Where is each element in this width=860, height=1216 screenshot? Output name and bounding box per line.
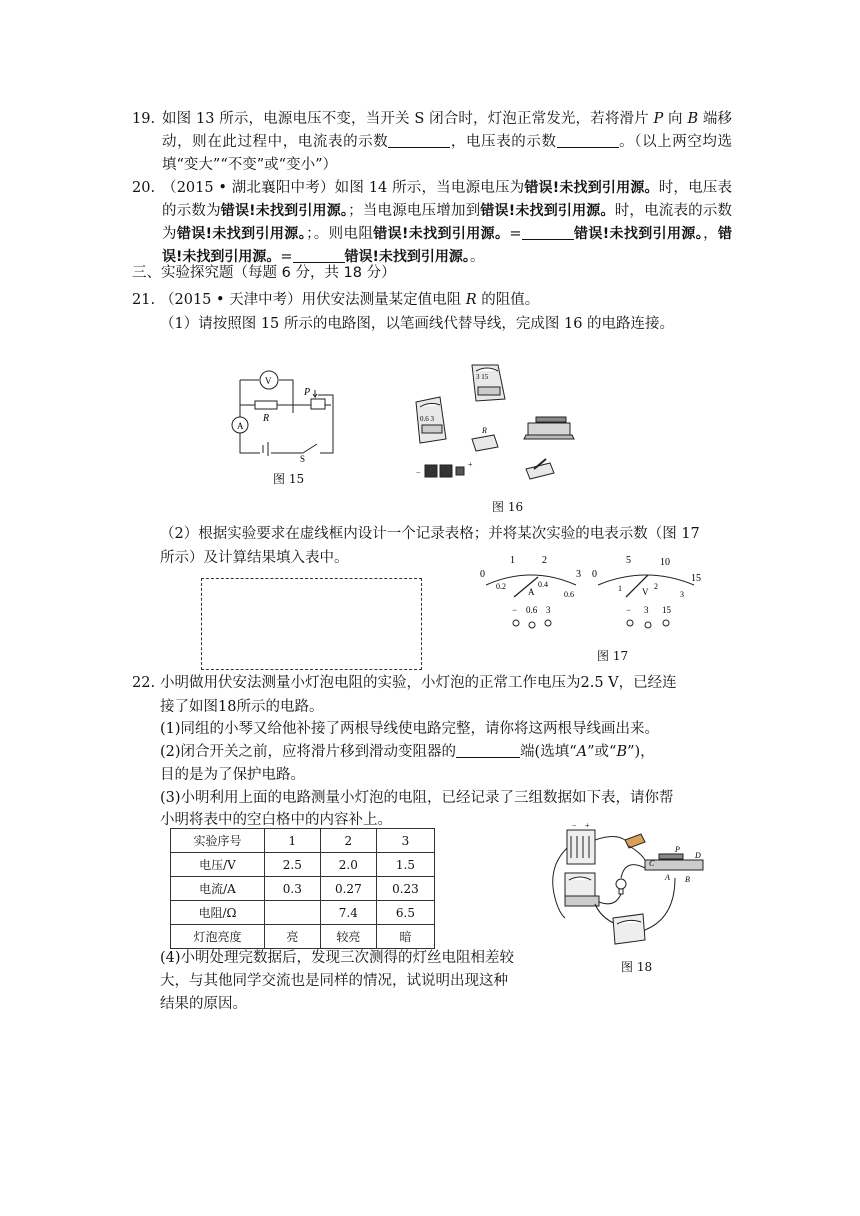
figure-16-components	[410, 357, 585, 490]
question-22-part4-line2: 大，与其他同学交流也是同样的情况，试说明出现这种	[160, 973, 508, 989]
question-22-line1: 小明做用伏安法测量小灯泡电阻的实验，小灯泡的正常工作电压为2.5 V，已经连	[160, 675, 677, 691]
battery-minus: −	[416, 468, 421, 477]
table-cell: 电阻/Ω	[171, 901, 265, 925]
ammeter-label: A	[237, 421, 244, 431]
voltmeter-terminal-3: 3	[644, 605, 649, 615]
table-header-cell: 3	[376, 829, 434, 853]
voltmeter-symbol: V	[642, 587, 649, 597]
ammeter-scale-06: 0.6	[564, 590, 574, 599]
question-text: （2015 • 湖北襄阳中考）如图 14 所示，当电源电压为错误!未找到引用源。时，电压表的示数为错误!未找到引用源。；当电源电压增加到错误!未找到引用源。时，电流表的示数为错误!未找到引用源。；。则电阻错误!未找到引用源。= 错误!未找到引用源。，错误!未找到引用源。= 错误!未找到引用源。。	[162, 180, 733, 265]
figure-17-meters	[476, 555, 716, 635]
question-text: 如图 13 所示，电源电压不变，当开关 S 闭合时，灯泡正常发光，若将滑片 P 向 B 端移动，则在此过程中，电流表的示数 ，电压表的示数 。（以上两空均选填“变大”“不变”或“变小”）	[162, 111, 733, 173]
answer-blank[interactable]	[388, 133, 450, 148]
answer-blank[interactable]	[293, 248, 345, 263]
question-21-intro: （2015 • 天津中考）用伏安法测量某定值电阻 R 的阻值。	[160, 292, 540, 308]
answer-blank[interactable]	[456, 743, 520, 758]
table-row	[171, 925, 435, 949]
battery-minus: −	[572, 821, 577, 830]
ammeter-scale-02: 0.2	[496, 582, 506, 591]
table-header-cell: 实验序号	[171, 829, 265, 853]
table-cell[interactable]	[264, 901, 320, 925]
table-cell: 1.5	[376, 853, 434, 877]
voltmeter-terminal-15: 15	[662, 605, 671, 615]
voltmeter-scale-0: 0	[592, 569, 597, 580]
voltmeter-scale-15: 15	[691, 573, 701, 584]
question-22-part2-line2: 目的是为了保护电路。	[160, 767, 305, 783]
figure-17-caption: 图 17	[597, 649, 629, 663]
table-row	[171, 877, 435, 901]
question-19	[132, 108, 732, 177]
figure-15-circuit	[225, 368, 345, 463]
data-table	[170, 828, 435, 949]
switch-label: S	[300, 454, 306, 463]
ammeter-terminal-06: 0.6	[526, 605, 538, 615]
question-21-part2-line1: （2）根据实验要求在虚线框内设计一个记录表格；并将某次实验的电表示数（图 17	[160, 526, 700, 542]
table-header-cell: 1	[264, 829, 320, 853]
table-cell: 2.0	[320, 853, 376, 877]
table-row	[171, 853, 435, 877]
figure-16-caption: 图 16	[492, 500, 524, 514]
question-21-part2-line2: 所示）及计算结果填入表中。	[160, 550, 349, 566]
ammeter-scale-3: 3	[576, 569, 581, 580]
question-number: 19.	[132, 111, 156, 127]
resistor-label: R	[263, 413, 270, 424]
slider-label: P	[304, 387, 311, 398]
resistor-label: R	[482, 426, 487, 435]
question-22-part3-line2: 小明将表中的空白格中的内容补上。	[160, 812, 392, 828]
rheostat-terminal-d: D	[695, 851, 701, 860]
figure-15-caption: 图 15	[273, 472, 305, 486]
question-22-part4-line3: 结果的原因。	[160, 996, 247, 1012]
table-header-cell: 2	[320, 829, 376, 853]
question-number: 20.	[132, 180, 156, 196]
figure-18-caption: 图 18	[621, 960, 653, 974]
rheostat-slider: P	[675, 845, 680, 854]
ammeter-symbol: A	[528, 587, 535, 597]
question-21-part1: （1）请按照图 15 所示的电路图，以笔画线代替导线，完成图 16 的电路连接。	[160, 316, 675, 332]
table-cell: 0.27	[320, 877, 376, 901]
table-cell: 电压/V	[171, 853, 265, 877]
section-heading: 三、实验探究题（每题 6 分，共 18 分）	[132, 265, 396, 281]
voltmeter-scale-10: 10	[660, 557, 670, 568]
voltmeter-scale-5: 5	[626, 555, 631, 566]
question-22-part4-line1: (4)小明处理完数据后，发现三次测得的灯丝电阻相差较	[160, 950, 515, 966]
ammeter-terminal-minus: −	[512, 605, 518, 615]
voltmeter-terminals: 3 15	[476, 373, 489, 381]
question-22-number: 22.	[132, 675, 156, 691]
question-20	[132, 177, 732, 269]
ammeter-terminal-3: 3	[546, 605, 551, 615]
answer-blank[interactable]	[522, 225, 574, 240]
battery-plus: +	[468, 460, 473, 469]
question-22-part1: (1)同组的小琴又给他补接了两根导线使电路完整，请你将这两根导线画出来。	[160, 721, 660, 737]
figure-18-circuit	[545, 818, 720, 948]
ammeter-scale-04: 0.4	[538, 580, 548, 589]
table-cell: 0.3	[264, 877, 320, 901]
table-cell: 较亮	[320, 925, 376, 949]
table-cell: 电流/A	[171, 877, 265, 901]
table-cell: 6.5	[376, 901, 434, 925]
question-22-part2: (2)闭合开关之前，应将滑片移到滑动变阻器的 端(选填“A”或“B”)，	[160, 744, 655, 760]
rheostat-terminal-a: A	[665, 873, 670, 882]
rheostat-terminal-b: B	[685, 875, 690, 884]
table-cell: 2.5	[264, 853, 320, 877]
rheostat-terminal-c: C	[649, 859, 655, 868]
table-cell: 暗	[376, 925, 434, 949]
ammeter-scale-2: 2	[542, 555, 547, 566]
battery-plus: +	[585, 821, 590, 830]
table-cell: 灯泡亮度	[171, 925, 265, 949]
voltmeter-scale-1: 1	[618, 584, 622, 593]
ammeter-terminals: 0.6 3	[420, 415, 434, 423]
voltmeter-scale-2: 2	[654, 582, 658, 591]
table-cell: 亮	[264, 925, 320, 949]
voltmeter-scale-3: 3	[680, 590, 684, 599]
question-22-part3-line1: (3)小明利用上面的电路测量小灯泡的电阻，已经记录了三组数据如下表，请你帮	[160, 790, 674, 806]
table-cell: 7.4	[320, 901, 376, 925]
ammeter-scale-0: 0	[480, 569, 485, 580]
question-22-line2: 接了如图18所示的电路。	[160, 699, 324, 715]
question-21-number: 21.	[132, 292, 156, 308]
voltmeter-terminal-minus: −	[626, 605, 632, 615]
ammeter-scale-1: 1	[510, 555, 515, 566]
answer-blank[interactable]	[557, 133, 619, 148]
record-table-box[interactable]	[201, 578, 422, 670]
table-cell: 0.23	[376, 877, 434, 901]
table-row	[171, 901, 435, 925]
table-row	[171, 829, 435, 853]
voltmeter-label: V	[265, 376, 272, 386]
